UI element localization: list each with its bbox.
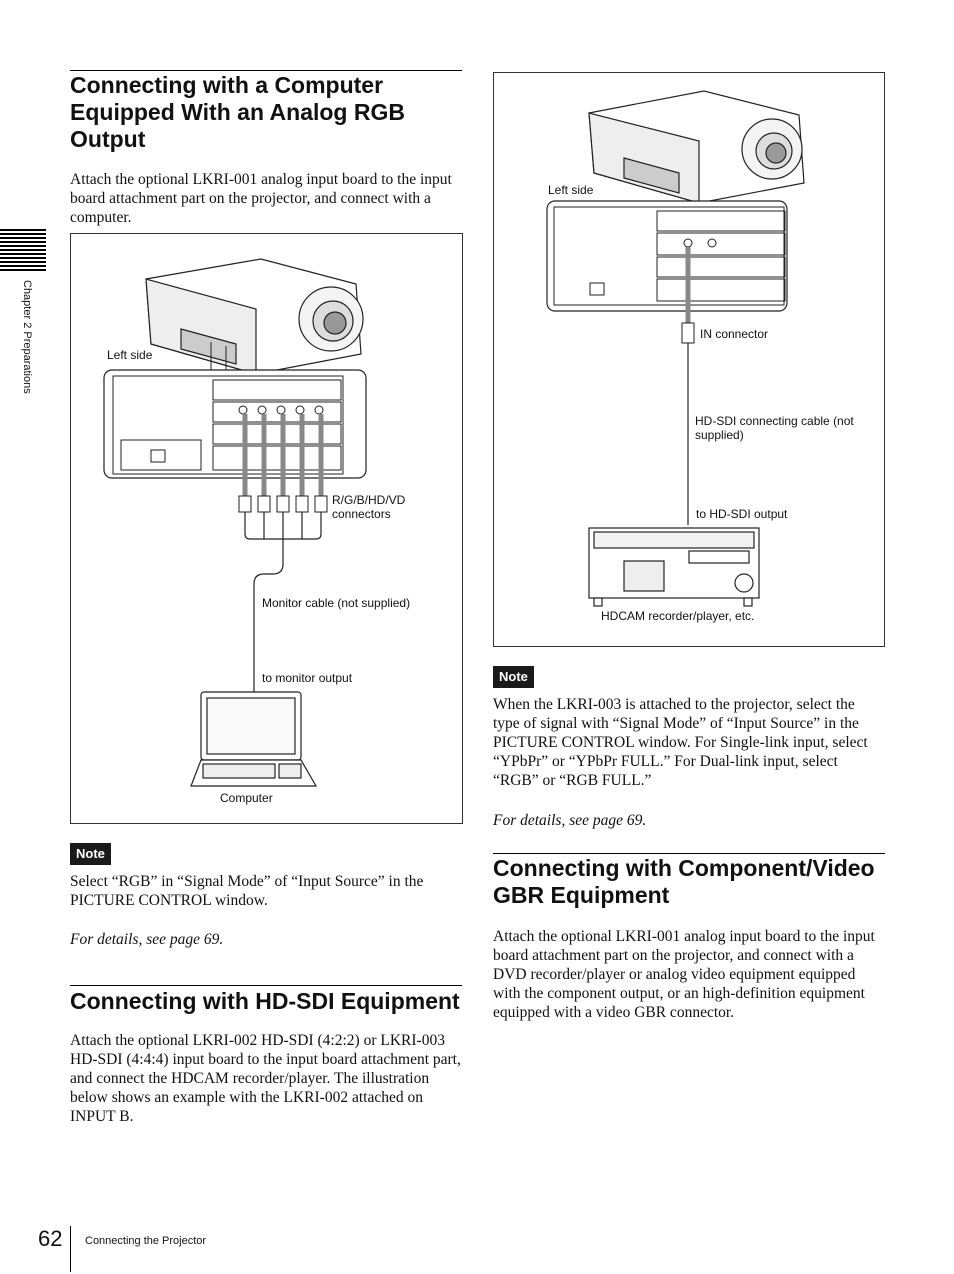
figure-hdsdi-connection xyxy=(493,72,885,647)
label-hdsdi-cable: HD-SDI connecting cable (not supplied) xyxy=(695,414,854,442)
label-computer: Computer xyxy=(220,791,273,805)
laptop-illustration xyxy=(191,692,316,786)
note-text-rgb: Select “RGB” in “Signal Mode” of “Input Source” in the PICTURE CONTROL window. xyxy=(70,873,424,909)
projector-computer-diagram xyxy=(71,234,462,823)
section-body-component: Attach the optional LKRI-001 analog input board to the input board attachment part on the projector, and connect with a DVD recorder/player or analog video equipment equipped with the component output, or an high-definition equipment equipped with a video GBR connector. xyxy=(493,928,875,1021)
projector-illustration xyxy=(589,91,804,203)
chapter-tab-marker xyxy=(0,229,46,273)
label-hdsdi-output: to HD-SDI output xyxy=(696,507,788,521)
chapter-label: Chapter 2 Preparations xyxy=(21,280,33,394)
details-ref-right: For details, see page 69. xyxy=(493,812,647,829)
section-title-component: Connecting with Component/Video GBR Equipment xyxy=(493,855,875,908)
section-rule xyxy=(493,853,885,854)
projector-hdcam-diagram xyxy=(494,73,884,646)
label-left-side: Left side xyxy=(548,183,594,197)
hdcam-recorder-illustration xyxy=(589,528,759,606)
details-ref-left: For details, see page 69. xyxy=(70,931,224,948)
footer-divider xyxy=(70,1226,71,1272)
section-title-hd-sdi: Connecting with HD-SDI Equipment xyxy=(70,988,460,1014)
section-rule xyxy=(70,985,462,986)
note-badge: Note xyxy=(493,666,534,688)
label-monitor-output: to monitor output xyxy=(262,671,353,685)
note-badge: Note xyxy=(70,843,111,865)
section-rule xyxy=(70,70,462,71)
label-rgb-connectors: R/G/B/HD/VD connectors xyxy=(332,493,406,521)
footer-section: Connecting the Projector xyxy=(85,1235,207,1247)
label-in-connector: IN connector xyxy=(700,327,769,341)
label-left-side: Left side xyxy=(107,348,153,362)
section-body-analog-rgb: Attach the optional LKRI-001 analog input board to the input board attachment part on the projector, and connect with a computer. xyxy=(70,171,452,226)
label-monitor-cable: Monitor cable (not supplied) xyxy=(262,596,411,610)
section-title-analog-rgb: Connecting with a Computer Equipped With an Analog RGB Output xyxy=(70,72,405,152)
figure-computer-connection xyxy=(70,233,463,824)
projector-illustration xyxy=(146,259,363,374)
section-body-hd-sdi: Attach the optional LKRI-002 HD-SDI (4:2:2) or LKRI-003 HD-SDI (4:4:4) input board to the input board attachment part, and connect the HDCAM recorder/player. The illustration below shows an example with the LKRI-002 attached on INPUT B. xyxy=(70,1032,461,1125)
label-hdcam-recorder: HDCAM recorder/player, etc. xyxy=(601,609,755,623)
note-text-lkri003: When the LKRI-003 is attached to the projector, select the type of signal with “Signal Mode” of “Input Source” in the PICTURE CONTROL window. For Single-link input, select “YPbPr” or “YPbPr FULL.” For Dual-link input, select “RGB” or “RGB FULL.” xyxy=(493,696,868,789)
page-number: 62 xyxy=(38,1226,63,1251)
